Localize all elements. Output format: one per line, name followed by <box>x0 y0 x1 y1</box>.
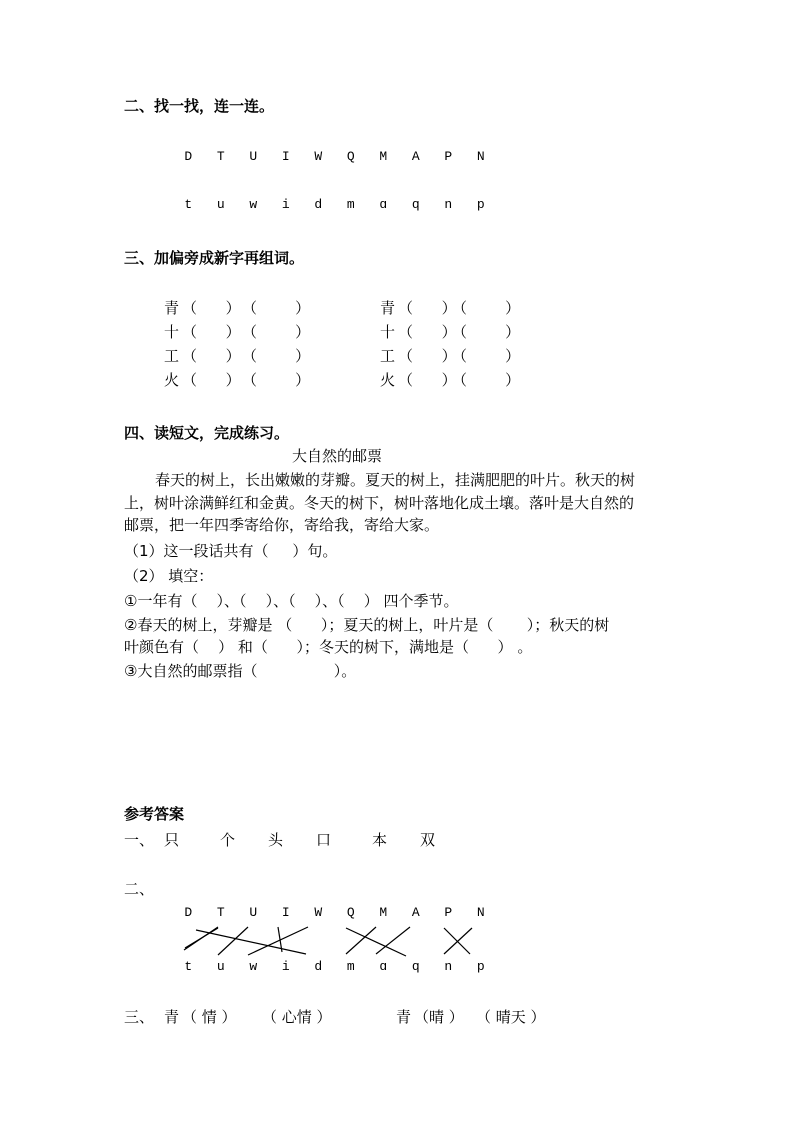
match-line-D-t <box>184 927 218 950</box>
passage-line-2: 上，树叶涂满鲜红和金黄。冬天的树下，树叶落地化成土壤。落叶是大自然的 <box>124 494 635 512</box>
letter: U <box>249 149 258 164</box>
letter: P <box>444 149 453 164</box>
letter: m <box>346 197 355 212</box>
letter: p <box>476 197 485 212</box>
letter: W <box>314 149 323 164</box>
table-cell-blank1: （ ） <box>398 371 457 389</box>
letter: t <box>184 959 193 974</box>
match-line-U-u <box>218 927 248 955</box>
table-cell-blank2: （ ） <box>452 347 521 365</box>
answer1-word: 口 <box>316 831 332 849</box>
answer3-word2: （ 晴天 ） <box>476 1008 546 1026</box>
letter: n <box>444 197 453 212</box>
question-2: （2） 填空： <box>124 567 214 585</box>
answer1-label: 一、 <box>124 831 155 849</box>
letter: I <box>281 149 290 164</box>
letter: D <box>184 905 193 920</box>
answer3-char1: 青 <box>164 1008 180 1026</box>
answer1-word: 个 <box>220 831 236 849</box>
letter: ɑ <box>379 197 388 212</box>
table-cell-blank1: （ ） <box>182 299 241 317</box>
letter: N <box>476 905 485 920</box>
letter: ɑ <box>379 959 388 974</box>
answer3-label: 三、 <box>124 1008 155 1026</box>
letter: T <box>216 905 225 920</box>
letter: t <box>184 197 193 212</box>
letter: A <box>411 905 420 920</box>
question-2b-line1: ②春天的树上，芽瓣是 （ ）；夏天的树上，叶片是（ ）；秋天的树 <box>124 616 610 634</box>
section3-title: 三、加偏旁成新字再组词。 <box>124 249 305 267</box>
question-2c: ③大自然的邮票指（ ）。 <box>124 662 357 680</box>
letter: M <box>379 149 388 164</box>
table-cell-char: 青 <box>380 299 396 317</box>
question-2a: ①一年有（ ）、（ ）、（ ）、（ ） 四个季节。 <box>124 592 459 610</box>
letter: i <box>281 197 290 212</box>
letter: U <box>249 905 258 920</box>
section2-title: 二、找一找，连一连。 <box>124 97 275 115</box>
letter: d <box>314 959 323 974</box>
table-cell-char: 火 <box>380 371 396 389</box>
answer3-char2: 青 <box>396 1008 412 1026</box>
table-cell-blank1: （ ） <box>398 299 457 317</box>
table-cell-blank1: （ ） <box>398 347 457 365</box>
answer3-fill2: （晴 ） <box>414 1008 464 1026</box>
table-cell-char: 工 <box>164 347 180 365</box>
table-cell-blank2: （ ） <box>452 299 521 317</box>
table-cell-blank1: （ ） <box>182 347 241 365</box>
table-cell-blank2: （ ） <box>242 323 311 341</box>
table-cell-char: 十 <box>164 323 180 341</box>
question-2b-line2: 叶颜色有（ ） 和（ ）；冬天的树下，满地是（ ） 。 <box>124 638 533 656</box>
letter: q <box>411 959 420 974</box>
table-cell-blank1: （ ） <box>182 371 241 389</box>
match-line-W-w <box>248 927 308 955</box>
answer3-word1: （ 心情 ） <box>262 1008 332 1026</box>
table-cell-char: 青 <box>164 299 180 317</box>
letter: p <box>476 959 485 974</box>
table-cell-blank2: （ ） <box>242 299 311 317</box>
answer1-word: 只 <box>164 831 180 849</box>
letter: Q <box>346 149 355 164</box>
answer2-label: 二、 <box>124 880 155 898</box>
letter: w <box>249 959 258 974</box>
letter: u <box>216 959 225 974</box>
match-line-Q-q <box>346 928 406 956</box>
letter: W <box>314 905 323 920</box>
table-cell-blank1: （ ） <box>398 323 457 341</box>
question-1: （1）这一段话共有（ ）句。 <box>124 542 338 560</box>
letter: I <box>281 905 290 920</box>
answers-title: 参考答案 <box>124 805 185 823</box>
passage-title: 大自然的邮票 <box>292 447 383 465</box>
table-cell-blank2: （ ） <box>242 371 311 389</box>
letter: q <box>411 197 420 212</box>
answer1-word: 双 <box>420 831 436 849</box>
letter: d <box>314 197 323 212</box>
letter: D <box>184 149 193 164</box>
letter: P <box>444 905 453 920</box>
letter: N <box>476 149 485 164</box>
table-cell-blank2: （ ） <box>452 323 521 341</box>
table-cell-char: 工 <box>380 347 396 365</box>
letter: i <box>281 959 290 974</box>
letter: m <box>346 959 355 974</box>
table-cell-blank2: （ ） <box>242 347 311 365</box>
letter: n <box>444 959 453 974</box>
answer3-fill1: （ 情 ） <box>182 1008 237 1026</box>
letter: A <box>411 149 420 164</box>
letter: w <box>249 197 258 212</box>
table-cell-blank2: （ ） <box>452 371 521 389</box>
letter: M <box>379 905 388 920</box>
letter: Q <box>346 905 355 920</box>
letter: T <box>216 149 225 164</box>
answer1-word: 头 <box>268 831 284 849</box>
answer1-word: 本 <box>372 831 388 849</box>
section4-title: 四、读短文，完成练习。 <box>124 424 290 442</box>
letter: u <box>216 197 225 212</box>
passage-line-1: 春天的树上，长出嫩嫩的芽瓣。夏天的树上，挂满肥肥的叶片。秋天的树 <box>155 471 636 489</box>
table-cell-blank1: （ ） <box>182 323 241 341</box>
table-cell-char: 火 <box>164 371 180 389</box>
passage-line-3: 邮票，把一年四季寄给你，寄给我，寄给大家。 <box>124 516 440 534</box>
match-line-cross-1 <box>196 930 306 954</box>
table-cell-char: 十 <box>380 323 396 341</box>
